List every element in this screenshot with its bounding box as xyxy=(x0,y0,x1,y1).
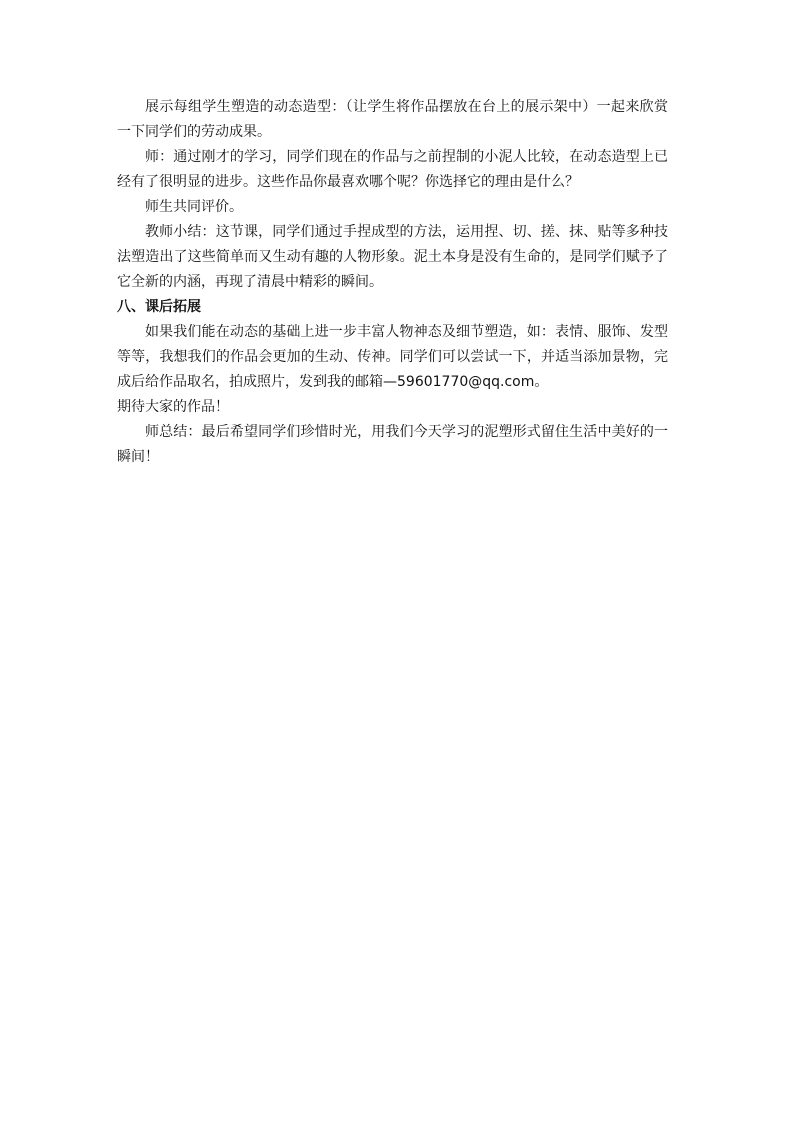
paragraph-closing-summary: 师总结：最后希望同学们珍惜时光，用我们今天学习的泥塑形式留住生活中美好的一瞬间！ xyxy=(117,424,668,465)
paragraph-extension-task: 如果我们能在动态的基础上进一步丰富人物神态及细节塑造，如：表情、服饰、发型等等，我想我们的作品会更加的生动、传神。同学们可以尝试一下，并适当添加景物，完成后给作品取名，拍成照片，发到我的邮箱—59601770@qq.com。 xyxy=(117,324,668,390)
paragraph-joint-evaluation: 师生共同评价。 xyxy=(145,199,243,215)
document-body xyxy=(117,95,668,470)
paragraph-expectation: 期待大家的作品！ xyxy=(117,399,229,415)
paragraph-teacher-summary: 教师小结：这节课，同学们通过手捏成型的方法，运用捏、切、搓、抹、贴等多种技法塑造出了这些简单而又生动有趣的人物形象。泥土本身是没有生命的，是同学们赋予了它全新的内涵，再现了清晨中精彩的瞬间。 xyxy=(117,224,668,290)
paragraph-display-works: 展示每组学生塑造的动态造型：（让学生将作品摆放在台上的展示架中）一起来欣赏一下同学们的劳动成果。 xyxy=(117,99,668,140)
paragraph-teacher-question: 师：通过刚才的学习，同学们现在的作品与之前捏制的小泥人比较，在动态造型上已经有了很明显的进步。这些作品你最喜欢哪个呢？你选择它的理由是什么？ xyxy=(117,149,668,190)
section-heading-extension: 八、课后拓展 xyxy=(117,299,201,315)
